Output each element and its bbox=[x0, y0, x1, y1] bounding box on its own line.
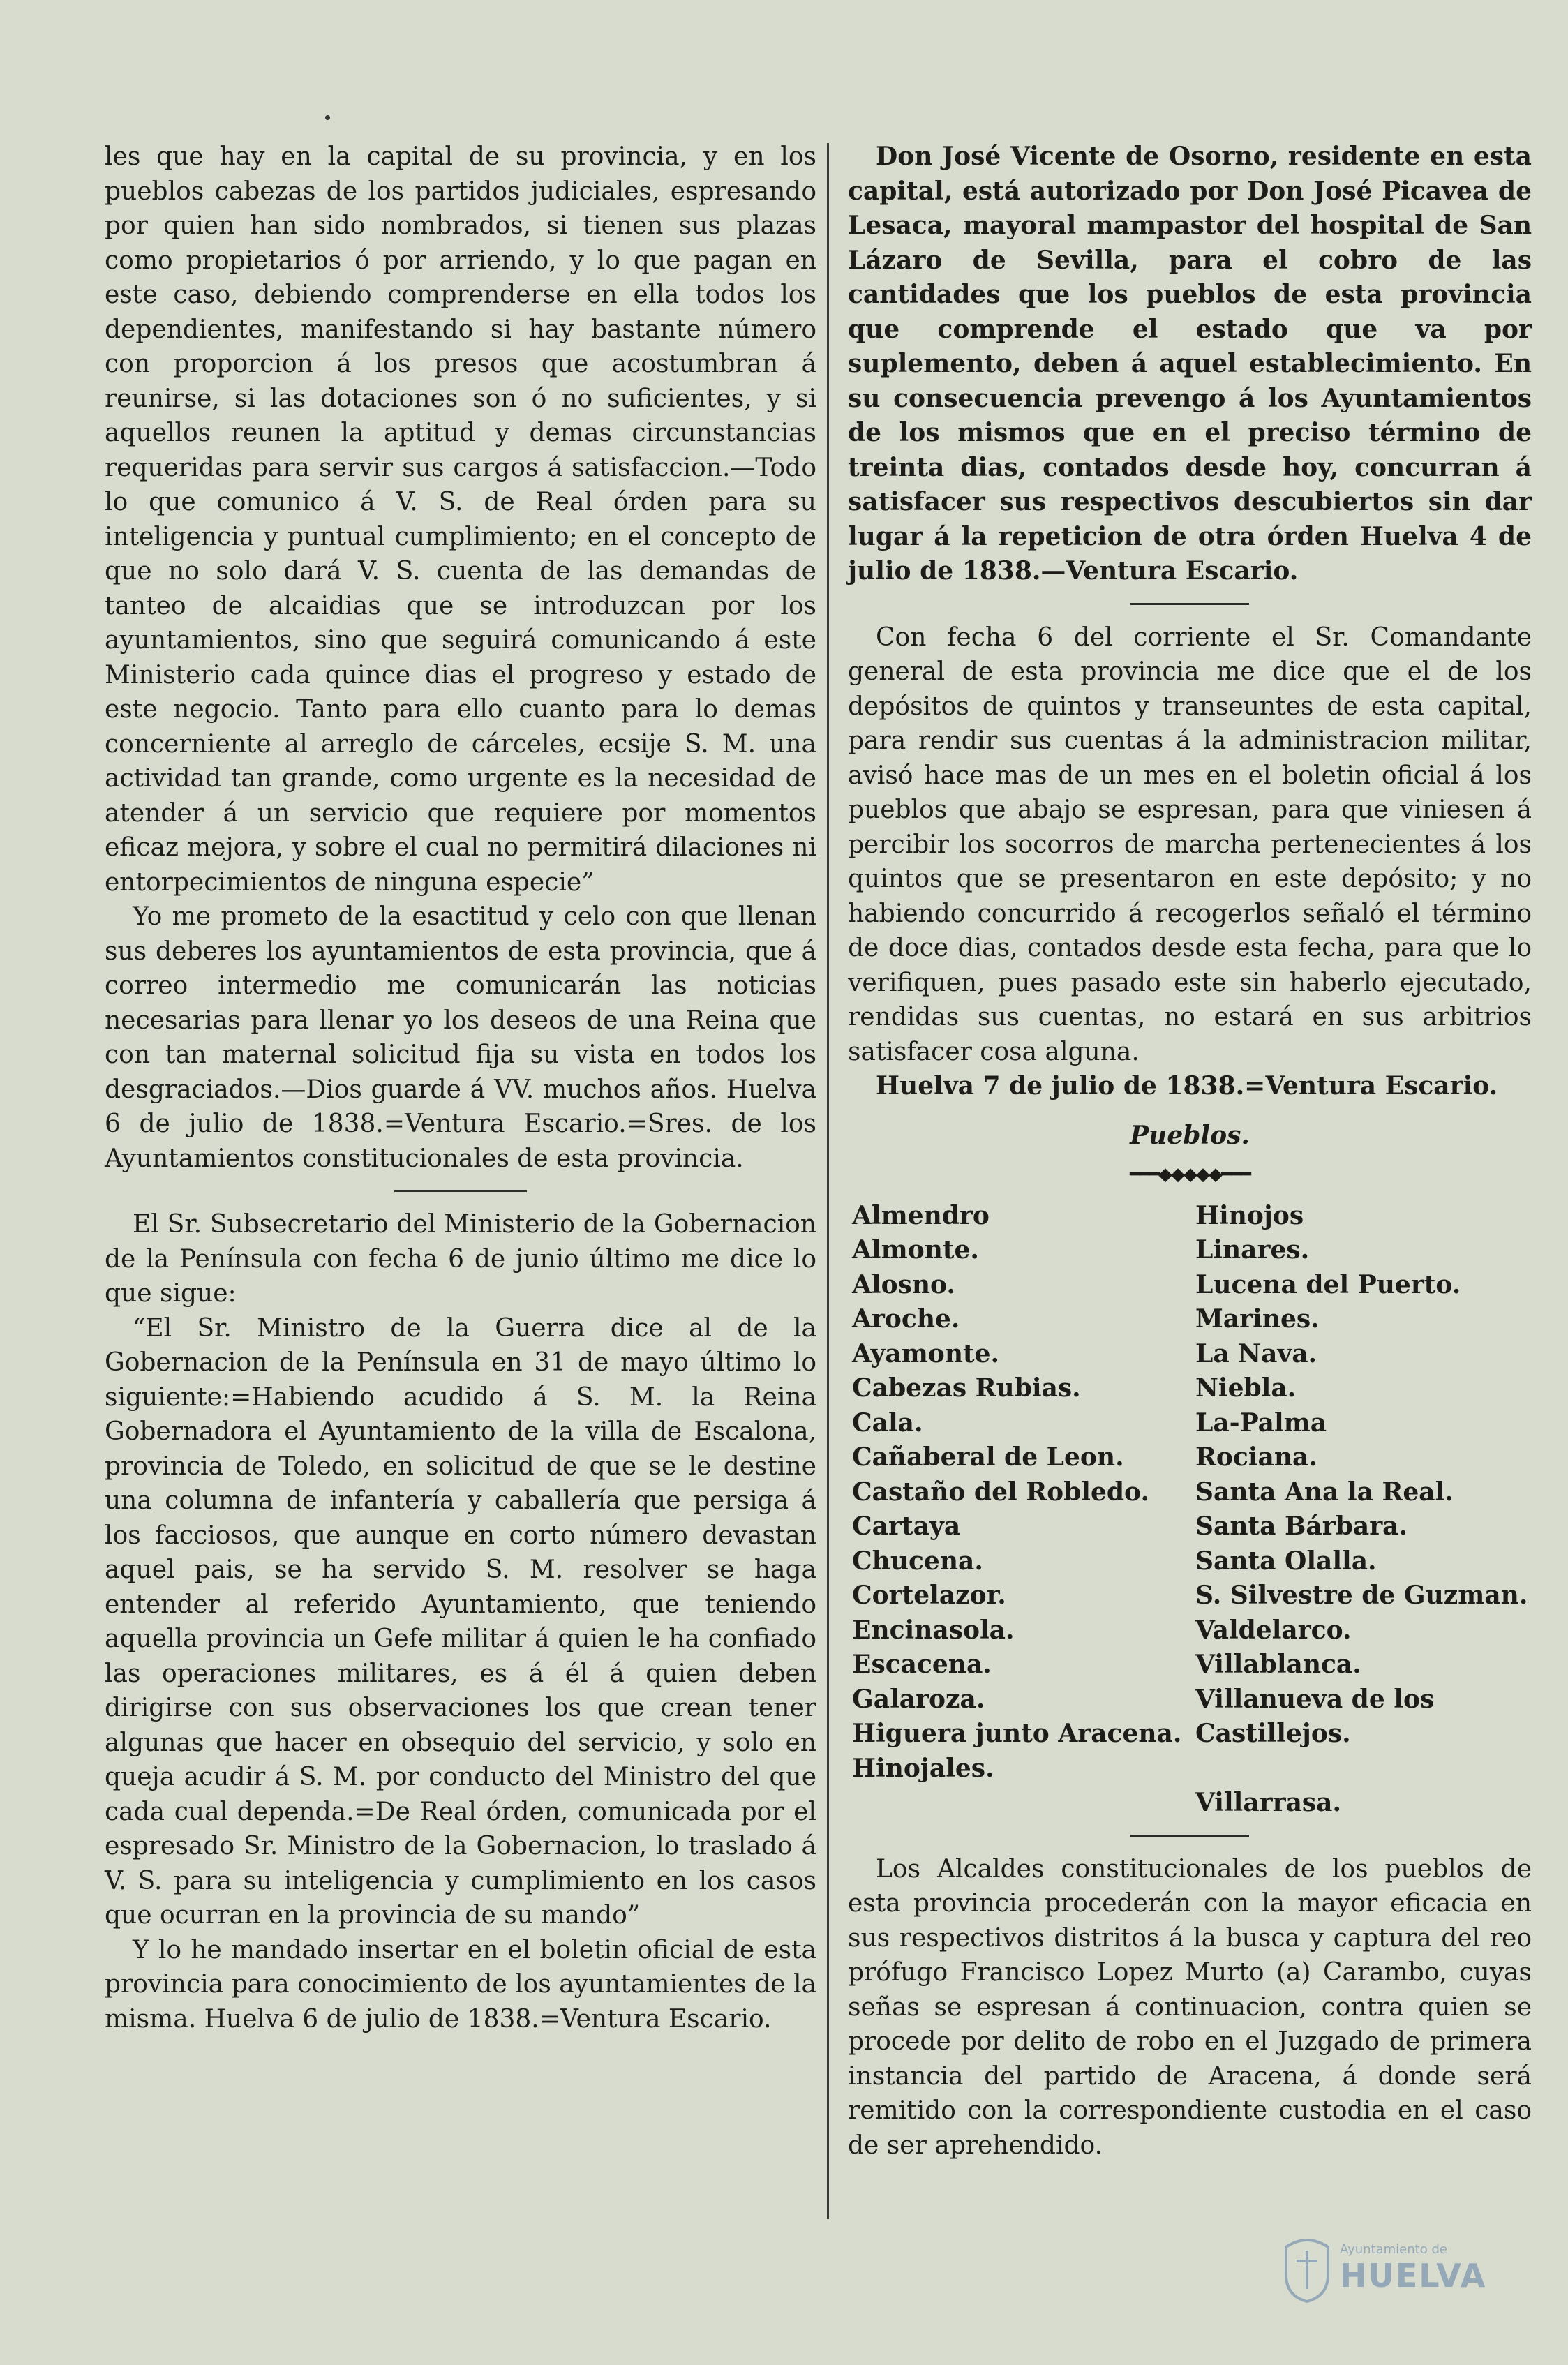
right-paragraph-1: Don José Vicente de Osorno, residente en esta capital, está autorizado por Don José Picavea de Lesaca, mayoral mampastor del hospital de San Lázaro de Sevilla, para el cobro de las cantidades que los pueblos de esta provincia que comprende el estado que va por suplemento, deben á aquel establecimiento. En su consecuencia prevengo á los Ayuntamientos de los mismos que en el preciso término de treinta dias, contados desde hoy, concurran á satisfacer sus respectivos descubiertos sin dar lugar á la repeticion de otra órden Huelva 4 de julio de 1838.—Ventura Escario. bbox=[848, 142, 1532, 585]
town-item: S. Silvestre de Guzman. bbox=[1195, 1581, 1528, 1610]
town-item: Linares. bbox=[1195, 1235, 1310, 1264]
ink-dot bbox=[325, 115, 330, 120]
section-separator bbox=[1130, 1835, 1249, 1837]
town-item: Cortelazor. bbox=[852, 1581, 1006, 1610]
town-item: Chucena. bbox=[852, 1546, 983, 1576]
towns-column-2 bbox=[1195, 1199, 1532, 1821]
town-item: Escacena. bbox=[852, 1650, 992, 1679]
town-item: Rociana. bbox=[1195, 1442, 1317, 1472]
town-item: La Nava. bbox=[1195, 1338, 1317, 1368]
town-item: Cala. bbox=[852, 1408, 923, 1438]
town-item: Niebla. bbox=[1195, 1373, 1297, 1403]
town-item: Cartaya bbox=[852, 1512, 961, 1541]
town-item: Cabezas Rubias. bbox=[852, 1373, 1081, 1403]
town-item: Villanueva de los Castillejos. bbox=[1195, 1684, 1435, 1748]
town-item: Villarrasa. bbox=[1195, 1788, 1342, 1817]
towns-heading: Pueblos. bbox=[1130, 1120, 1250, 1150]
right-paragraph-2: Con fecha 6 del corriente el Sr. Comandante general de esta provincia me dice que el de los depósitos de quintos y transeuntes de esta capital, para rendir sus cuentas á la administracion militar, avisó hace mas de un mes en el boletin oficial á los pueblos que abajo se espresan, para que viniesen á percibir los socorros de marcha pertenecientes á los quintos que se presentaron en este depósito; y no habiendo concurrido á recogerlos señaló el término de doce dias, contados desde esta fecha, para que lo verifiquen, pues pasado este sin haberlo ejecutado, rendidas sus cuentas, no estará en sus arbitrios satisfacer cosa alguna. bbox=[848, 622, 1532, 1066]
watermark-logo bbox=[1283, 2209, 1492, 2327]
town-item: Hinojales. bbox=[852, 1753, 994, 1783]
town-item: Higuera junto Aracena. bbox=[852, 1719, 1182, 1748]
town-item bbox=[1195, 1752, 1532, 1786]
town-item: Santa Ana la Real. bbox=[1195, 1477, 1454, 1507]
towns-list bbox=[852, 1199, 1532, 1821]
towns-column-1 bbox=[852, 1199, 1195, 1821]
section-separator bbox=[394, 1190, 527, 1192]
coat-of-arms-icon bbox=[1283, 2233, 1331, 2303]
town-item: Almendro bbox=[852, 1200, 990, 1230]
column-divider bbox=[827, 143, 829, 2219]
right-paragraph-3: Huelva 7 de julio de 1838.=Ventura Escario. bbox=[876, 1071, 1498, 1101]
town-item: Hinojos bbox=[1195, 1200, 1304, 1230]
town-item: Aroche. bbox=[852, 1304, 960, 1334]
town-item: Lucena del Puerto. bbox=[1195, 1269, 1461, 1299]
left-paragraph-5: Y lo he mandado insertar en el boletin oficial de esta provincia para conocimiento de los ayuntamientes de la misma. Huelva 6 de julio de 1838.=Ventura Escario. bbox=[105, 1935, 816, 2034]
watermark-line-1: Ayuntamiento de bbox=[1340, 2241, 1447, 2257]
section-separator bbox=[1130, 603, 1249, 605]
town-item: Ayamonte. bbox=[852, 1338, 1000, 1368]
town-item: Almonte. bbox=[852, 1235, 979, 1264]
town-item: Santa Bárbara. bbox=[1195, 1512, 1408, 1541]
watermark-line-2: HUELVA bbox=[1340, 2256, 1487, 2295]
left-paragraph-3: El Sr. Subsecretario del Ministerio de la Gobernacion de la Península con fecha 6 de junio último me dice lo que sigue: bbox=[105, 1210, 816, 1308]
watermark-text bbox=[1340, 2242, 1486, 2295]
right-column bbox=[848, 140, 1532, 2163]
town-item: Galaroza. bbox=[852, 1684, 985, 1714]
ornament-separator: ━━━◆◆◆◆◆━━━ bbox=[1130, 1163, 1250, 1185]
town-item: Encinasola. bbox=[852, 1615, 1015, 1645]
left-paragraph-2: Yo me prometo de la esactitud y celo con que llenan sus deberes los ayuntamientos de esta provincia, que á correo intermedio me comunicarán las noticias necesarias para llenar yo los deseos de una Reina que con tan maternal solicitud fija su vista en todos los desgraciados.—Dios guarde á VV. muchos años. Huelva 6 de julio de 1838.=Ventura Escario.=Sres. de los Ayuntamientos constitucionales de esta provincia. bbox=[105, 902, 816, 1173]
left-paragraph-1: les que hay en la capital de su provincia, y en los pueblos cabezas de los partidos judiciales, espresando por quien han sido nombrados, si tienen sus plazas como propietarios ó por arriendo, y lo que pagan en este caso, debiendo comprenderse en ella todos los dependientes, manifestando si hay bastante número con proporcion á los presos que acostumbran á reunirse, si las dotaciones son ó no suficientes, y si aquellos reunen la aptitud y demas circunstancias requeridas para servir sus cargos á satisfaccion.—Todo lo que comunico á V. S. de Real órden para su inteligencia y puntual cumplimiento; en el concepto de que no solo dará V. S. cuenta de las demandas de tanteo de alcaidias que se introduzcan por los ayuntamientos, sino que seguirá comunicando á este Ministerio cada quince dias el progreso y estado de este negocio. Tanto para ello cuanto para lo demas concerniente al arreglo de cárceles, ecsije S. M. una actividad tan grande, como urgente es la necesidad de atender á un servicio que requiere por momentos eficaz mejora, y sobre el cual no permitirá dilaciones ni entorpecimientos de ninguna especie” bbox=[105, 142, 816, 897]
town-item: Santa Olalla. bbox=[1195, 1546, 1377, 1576]
town-item: Cañaberal de Leon. bbox=[852, 1442, 1124, 1472]
left-paragraph-4: “El Sr. Ministro de la Guerra dice al de la Gobernacion de la Península en 31 de mayo último lo siguiente:=Habiendo acudido á S. M. la Reina Gobernadora el Ayuntamiento de la villa de Escalona, provincia de Toledo, en solicitud de que se le destine una columna de infantería y caballería que persiga á los facciosos, que aunque en corto número devastan aquel pais, se ha servido S. M. resolver se haga entender al referido Ayuntamiento, que teniendo aquella provincia un Gefe militar á quien le ha confiado las operaciones militares, es á él á quien deben dirigirse con sus observaciones los que crean tener algunas que hacer en obsequio del servicio, y solo en queja acudir á S. M. por conducto del Ministro del que cada cual dependa.=De Real órden, comunicada por el espresado Sr. Ministro de la Gobernacion, lo traslado á V. S. para su inteligencia y cumplimiento en los casos que ocurran en la provincia de su mando” bbox=[105, 1313, 816, 1930]
town-item: Castaño del Robledo. bbox=[852, 1477, 1149, 1507]
town-item: La-Palma bbox=[1195, 1408, 1327, 1438]
town-item: Valdelarco. bbox=[1195, 1615, 1352, 1645]
town-item: Villablanca. bbox=[1195, 1650, 1361, 1679]
town-item: Alosno. bbox=[852, 1269, 955, 1299]
right-paragraph-4: Los Alcaldes constitucionales de los pueblos de esta provincia procederán con la mayor eficacia en sus respectivos distritos á la busca y captura del reo prófugo Francisco Lopez Murto (a) Carambo, cuyas señas se espresan á continuacion, contra quien se procede por delito de robo en el Juzgado de primera instancia del partido de Aracena, á donde será remitido con la correspondiente custodia en el caso de ser aprehendido. bbox=[848, 1854, 1532, 2160]
left-column bbox=[105, 140, 816, 2036]
town-item: Marines. bbox=[1195, 1304, 1320, 1334]
